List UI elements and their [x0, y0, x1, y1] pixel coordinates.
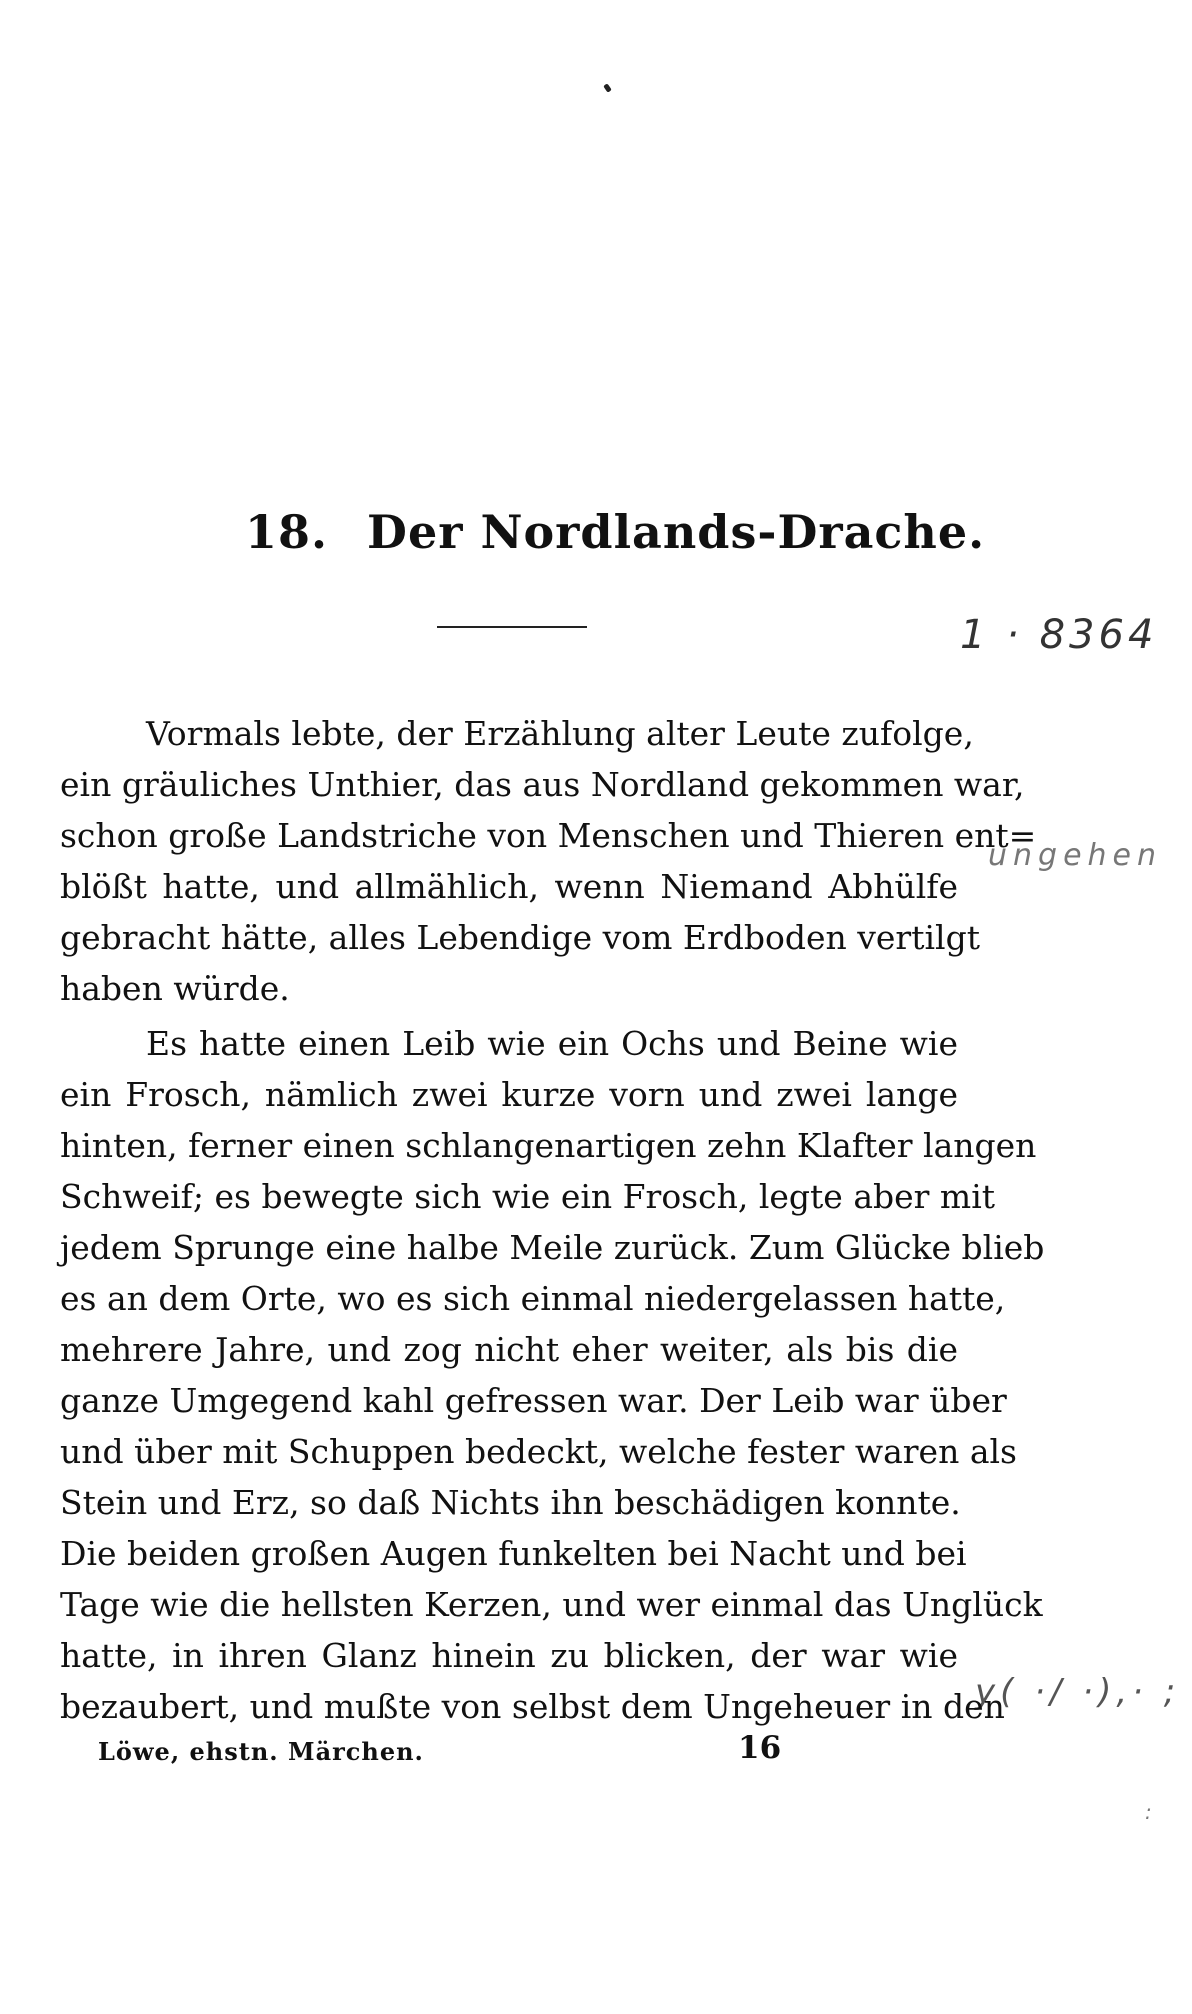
text-line: es an dem Orte, wo es sich einmal niedergelassen hatte,: [60, 1279, 1006, 1318]
margin-note-shelfmark: 1 · 8364: [960, 612, 1158, 658]
text-line: Vormals lebte, der Erzählung alter Leute zufolge,: [146, 714, 974, 753]
text-line: hatte, in ihren Glanz hinein zu blicken, der war wie: [60, 1636, 958, 1675]
text-line: mehrere Jahre, und zog nicht eher weiter, als bis die: [60, 1330, 958, 1369]
margin-note-pencil: ungehen: [988, 838, 1163, 873]
body-text: [60, 708, 1045, 1732]
text-line: gebracht hätte, alles Lebendige vom Erdboden vertilgt: [60, 918, 980, 957]
footer-signature: Löwe, ehstn. Märchen.: [98, 1737, 424, 1766]
text-line: ein gräuliches Unthier, das aus Nordland gekommen war,: [60, 765, 1025, 804]
text-line: schon große Landstriche von Menschen und Thieren ent=: [60, 816, 1037, 855]
margin-edge-mark: :: [1145, 1800, 1152, 1824]
text-line: Schweif; es bewegte sich wie ein Frosch, legte aber mit: [60, 1177, 996, 1216]
text-line: Stein und Erz, so daß Nichts ihn beschädigen konnte.: [60, 1483, 961, 1522]
chapter-title: Der Nordlands-Drache.: [367, 505, 986, 559]
ink-speck: [603, 83, 612, 92]
text-line: Die beiden großen Augen funkelten bei Nacht und bei: [60, 1534, 967, 1573]
text-line: Es hatte einen Leib wie ein Ochs und Beine wie: [146, 1024, 958, 1063]
text-line: Tage wie die hellsten Kerzen, und wer einmal das Unglück: [60, 1585, 1043, 1624]
text-line: ganze Umgegend kahl gefressen war. Der Leib war über: [60, 1381, 1007, 1420]
text-line: hinten, ferner einen schlangenartigen zehn Klafter langen: [60, 1126, 1037, 1165]
text-line: und über mit Schuppen bedeckt, welche fester waren als: [60, 1432, 1017, 1471]
margin-note-lower: y( ·/ ·),· ;: [975, 1672, 1181, 1712]
text-line: jedem Sprunge eine halbe Meile zurück. Zum Glücke blieb: [60, 1228, 1045, 1267]
chapter-number: 18.: [245, 505, 329, 559]
text-line: haben würde.: [60, 969, 290, 1008]
text-line: ein Frosch, nämlich zwei kurze vorn und zwei lange: [60, 1075, 958, 1114]
text-line: bezaubert, und mußte von selbst dem Ungeheuer in den: [60, 1687, 1005, 1726]
heading-divider: [437, 626, 587, 628]
chapter-heading: [245, 505, 986, 559]
text-line: blößt hatte, und allmählich, wenn Niemand Abhülfe: [60, 867, 958, 906]
page-number: 16: [738, 1730, 782, 1766]
